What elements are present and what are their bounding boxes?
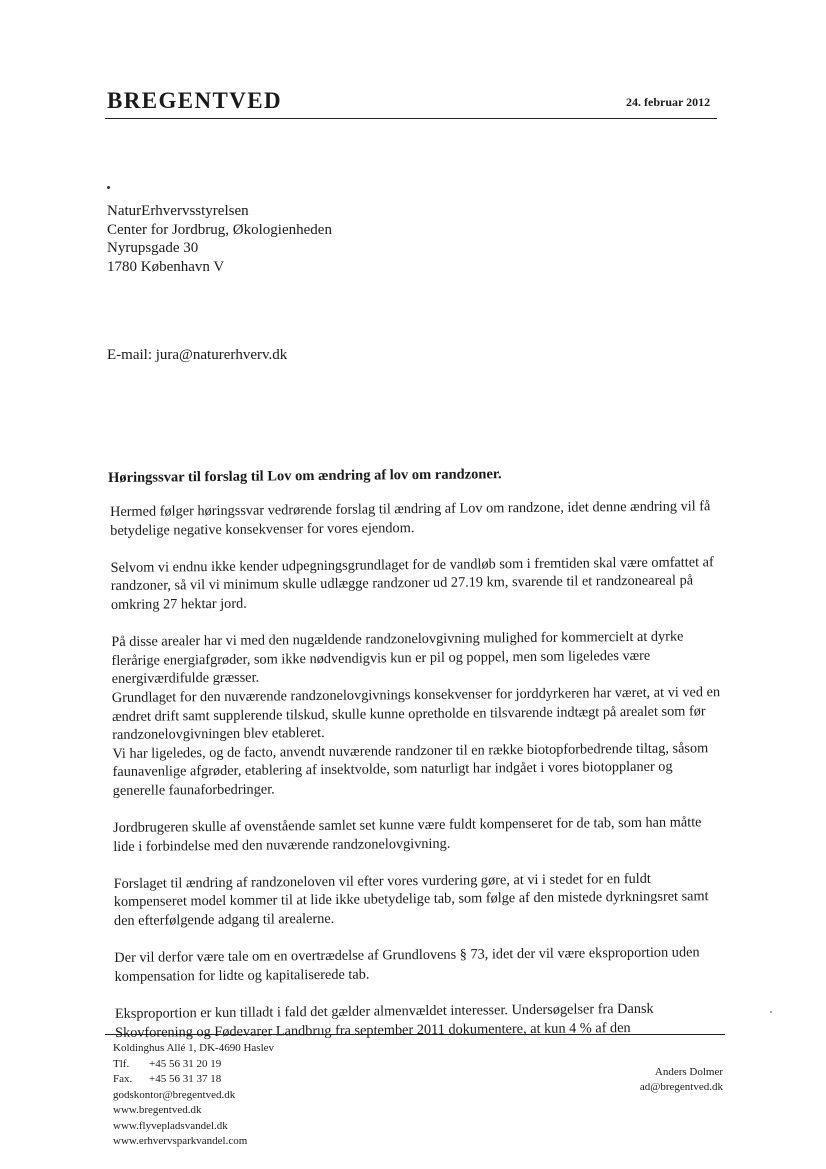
footer-website-link[interactable]: www.erhvervsparkvandel.com — [113, 1135, 248, 1147]
recipient-line: Center for Jordbrug, Økologienheden — [107, 221, 332, 238]
body-paragraph: Hermed følger høringssvar vedrørende forslag til ændring af Lov om randzone, idet denne ændring vil få betydelige negative konsekvenser for vores ejendom. — [110, 498, 711, 539]
scan-speck — [770, 1011, 772, 1013]
footer-website-link[interactable]: www.flyvepladsvandel.dk — [113, 1119, 228, 1132]
body-paragraph: Jordbrugeren skulle af ovenstående samlet set kunne være fuldt kompenseret for de tab, som han måtte lide i forbindelse med den nuværende randzonelovgivning. — [113, 814, 702, 855]
body-paragraph: På disse arealer har vi med den nugældende randzonelovgivning mulighed for kommercielt at dyrke flerårige energiafgrøder, som ikke nødvendigvis kun er pil og poppel, men som ligeledes være energiværdifulde græsser. — [111, 628, 684, 688]
signatory-email-link[interactable]: ad@bregentved.dk — [639, 1081, 723, 1093]
recipient-address — [107, 202, 527, 276]
letter-body — [110, 497, 725, 1042]
footer-contact-block — [113, 1041, 413, 1150]
phone-number: +45 56 31 20 19 — [149, 1057, 222, 1070]
body-paragraph: Der vil derfor være tale om en overtrædelse af Grundlovens § 73, idet der vil være eksproportion uden kompensation for lidte og kapitaliserede tab. — [114, 944, 700, 985]
footer-email-link[interactable]: godskontor@bregentved.dk — [113, 1088, 236, 1101]
header-divider — [105, 118, 717, 119]
fax-label: Fax. — [113, 1073, 133, 1085]
signatory-block — [560, 1065, 723, 1095]
fax-number: +45 56 31 37 18 — [149, 1073, 222, 1085]
body-paragraph: Grundlaget for den nuværende randzonelovgivnings konsekvenser for jorddyrkeren har været, at vi ved en ændret drift samt supplerende tilskud, skulle kunne opretholde en tilsvarende indtægt på arealet som før randzonelovgivningen blev etableret. — [111, 684, 721, 744]
recipient-line: Nyrupsgade 30 — [107, 240, 199, 256]
phone-label: Tlf. — [113, 1057, 130, 1070]
footer-website-link[interactable]: www.bregentved.dk — [113, 1104, 202, 1116]
recipient-email: E-mail: jura@naturerhverv.dk — [107, 347, 288, 363]
body-paragraph: Vi har ligeledes, og de facto, anvendt nuværende randzoner til en række biotopforbedrende tiltag, såsom faunavenlige afgrøder, etablering af insektvolde, som naturligt har indgået i vores biotopplaner og generelle faunaforbedringer. — [112, 739, 709, 799]
company-logo-text: BREGENTVED — [107, 88, 283, 113]
footer-divider — [105, 1034, 725, 1035]
stray-mark — [107, 186, 110, 189]
recipient-line: 1780 København V — [107, 258, 225, 275]
body-paragraph: Eksproportion er kun tilladt i fald det gælder almenvældet interesser. Undersøgelser fra Dansk Skovforening og Fødevarer Landbrug fra september 2011 dokumentere, at kun 4 % af den — [114, 1000, 654, 1041]
footer-phone — [113, 1057, 413, 1073]
footer-address: Koldinghus Allé 1, DK-4690 Haslev — [113, 1042, 275, 1054]
footer-fax — [113, 1072, 413, 1088]
body-paragraph: Selvom vi endnu ikke kender udpegningsgrundlaget for de vandløb som i fremtiden skal være omfattet af randzoner, så vil vi minimum skulle udlægge randzoner ud 27.19 km, svarende til et randzoneareal på omkring 27 hektar jord. — [110, 553, 714, 613]
letter-date: 24. februar 2012 — [626, 95, 711, 109]
recipient-line: NaturErhvervsstyrelsen — [107, 203, 249, 219]
signatory-name: Anders Dolmer — [654, 1066, 723, 1078]
letter-heading: Høringssvar til forslag til Lov om ændring af lov om randzoner. — [108, 466, 502, 486]
body-paragraph: Forslaget til ændring af randzoneloven vil efter vores vurdering gøre, at vi i stedet for en fuldt kompenseret model kommer til at lide ikke ubetydelige tab, som følge af den mistede dyrkningsret samt den efterfølgende adgang til arealerne. — [113, 870, 709, 930]
